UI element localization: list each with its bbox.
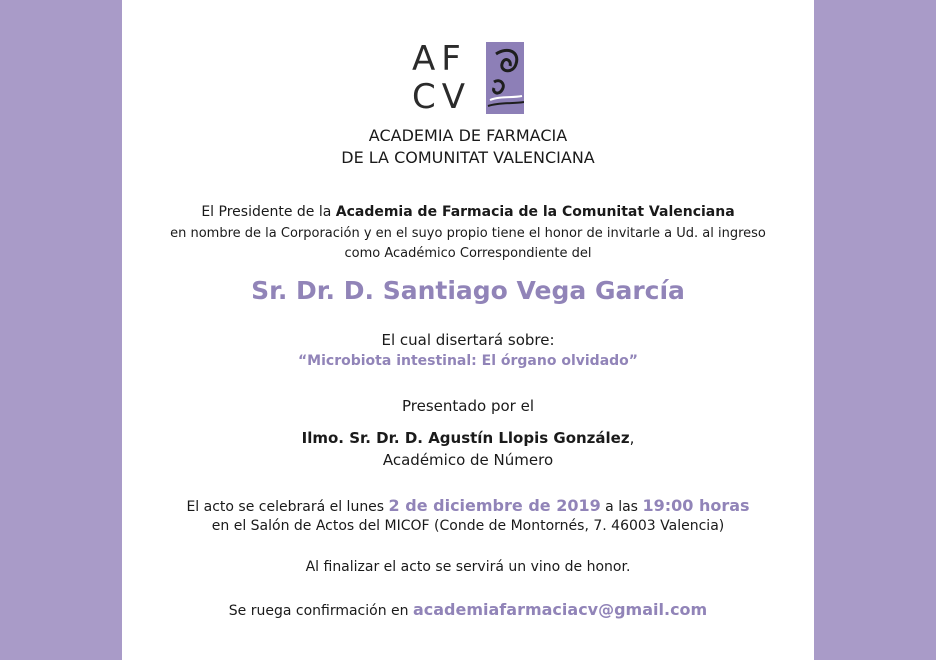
intro-line-3: como Académico Correspondiente del: [344, 246, 592, 261]
presenter-comma: ,: [629, 429, 635, 447]
logo-row-cv: CV: [412, 77, 471, 117]
org-name-line-1: ACADEMIA DE FARMACIA: [368, 126, 568, 145]
event-mid: a las: [600, 499, 643, 515]
rsvp-line: [122, 600, 814, 619]
intro-line-1: [122, 204, 814, 220]
intro-prefix: El Presidente de la: [201, 204, 336, 220]
closing-note: Al finalizar el acto se servirá un vino de honor.: [305, 559, 631, 575]
org-name-line-2: DE LA COMUNITAT VALENCIANA: [341, 148, 595, 167]
honoree-name: Sr. Dr. D. Santiago Vega García: [251, 276, 685, 305]
rsvp-prefix: Se ruega confirmación en: [228, 603, 413, 619]
presenter-line: [122, 429, 814, 447]
lecture-intro: El cual disertará sobre:: [381, 331, 555, 349]
event-prefix: El acto se celebrará el lunes: [186, 499, 389, 515]
presenter-role: Académico de Número: [382, 451, 554, 469]
event-line: [122, 496, 814, 515]
lecture-title: “Microbiota intestinal: El órgano olvidado”: [297, 353, 638, 369]
logo-emblem-icon: [486, 42, 524, 114]
afcv-logo: [412, 40, 524, 116]
presenter-name: Ilmo. Sr. Dr. D. Agustín Llopis González: [301, 429, 630, 447]
intro-line-2: en nombre de la Corporación y en el suyo propio tiene el honor de invitarle a Ud. al ingreso: [170, 226, 766, 241]
logo-row-af: AF: [412, 39, 467, 79]
presenter-intro: Presentado por el: [402, 397, 534, 415]
invitation-card: [122, 0, 814, 660]
rsvp-email-link[interactable]: academiafarmaciacv@gmail.com: [412, 600, 708, 619]
logo-letters: [412, 40, 482, 116]
event-time: 19:00 horas: [642, 496, 750, 515]
event-location: en el Salón de Actos del MICOF (Conde de Montornés, 7. 46003 Valencia): [211, 518, 725, 534]
event-date: 2 de diciembre de 2019: [388, 496, 601, 515]
academy-name: Academia de Farmacia de la Comunitat Valenciana: [335, 204, 735, 220]
